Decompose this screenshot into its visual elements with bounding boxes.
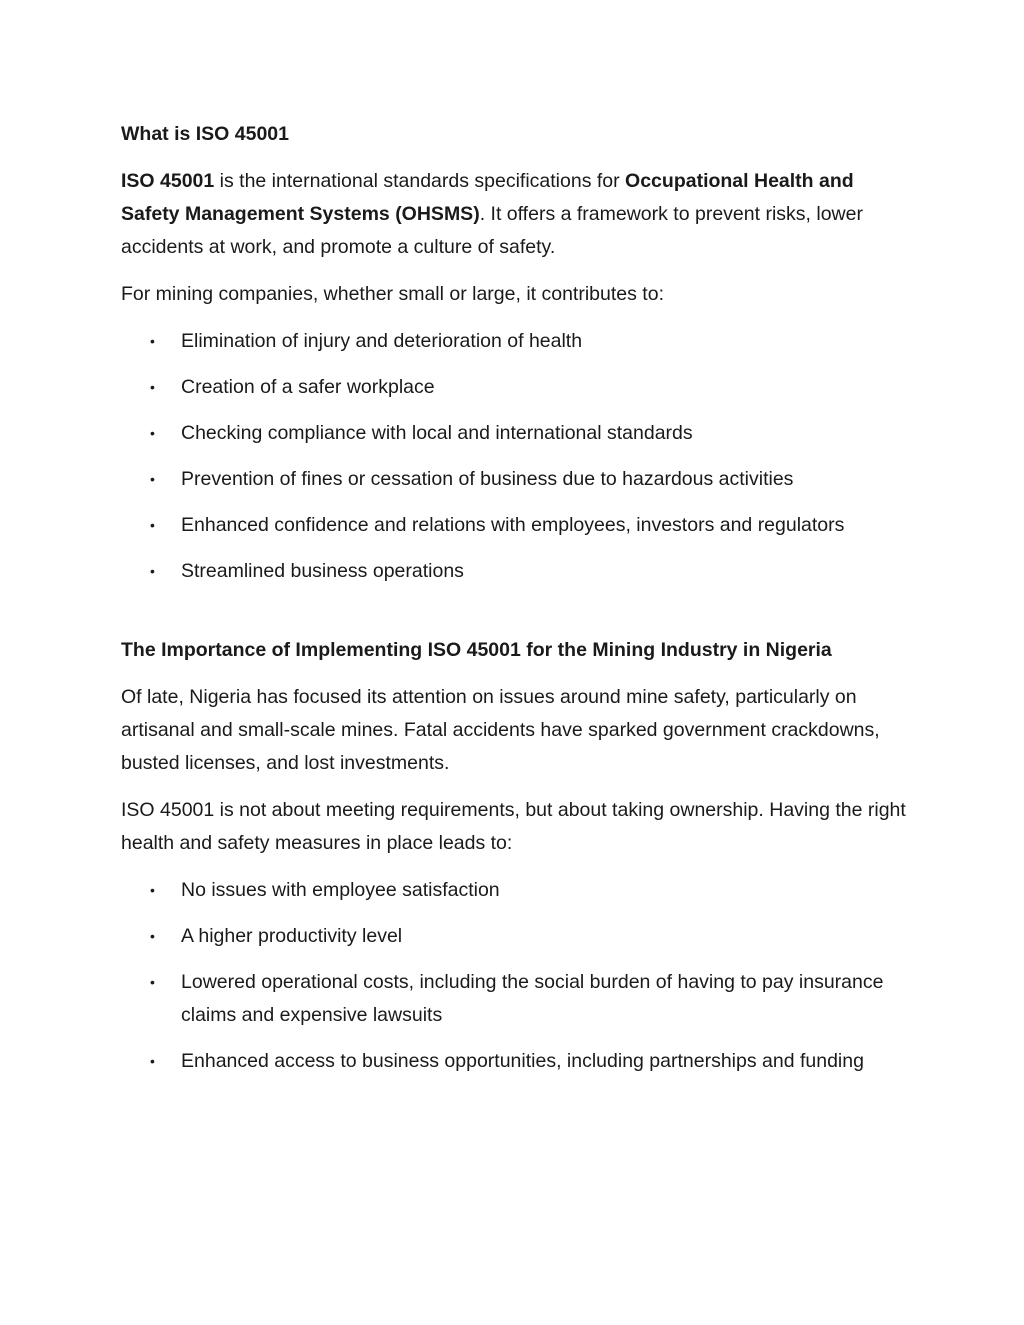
section-heading-importance: The Importance of Implementing ISO 45001 for the Mining Industry in Nigeria (121, 639, 832, 661)
list-item-text: Enhanced access to business opportunities, including partnerships and funding (181, 1050, 864, 1072)
bullet-icon: • (150, 882, 155, 898)
section-spacer (121, 602, 911, 634)
mining-lead-paragraph: For mining companies, whether small or large, it contributes to: (121, 283, 664, 305)
intro-text-1: is the international standards specifications for (214, 170, 626, 192)
list-item (121, 1045, 911, 1078)
contributions-list (121, 325, 911, 588)
list-item (121, 417, 911, 450)
benefits-list (121, 874, 911, 1078)
ownership-paragraph: ISO 45001 is not about meeting requirements, but about taking ownership. Having the right health and safety measures in place leads to: (121, 799, 906, 854)
list-item (121, 555, 911, 588)
list-item-text: No issues with employee satisfaction (181, 879, 500, 901)
list-item (121, 874, 911, 907)
list-item-text: Enhanced confidence and relations with employees, investors and regulators (181, 514, 845, 536)
list-item (121, 463, 911, 496)
list-item (121, 966, 911, 1032)
nigeria-paragraph: Of late, Nigeria has focused its attention on issues around mine safety, particularly on artisanal and small-scale mines. Fatal accidents have sparked government crackdowns, busted licenses, and lost investments. (121, 686, 880, 774)
list-item-text: Lowered operational costs, including the social burden of having to pay insurance claims and expensive lawsuits (181, 971, 884, 1026)
list-item-text: Prevention of fines or cessation of business due to hazardous activities (181, 468, 794, 490)
intro-term: ISO 45001 (121, 170, 215, 192)
list-item-text: Checking compliance with local and international standards (181, 422, 693, 444)
bullet-icon: • (150, 517, 155, 533)
bullet-icon: • (150, 563, 155, 579)
intro-paragraph (121, 165, 911, 264)
list-item-text: Streamlined business operations (181, 560, 464, 582)
bullet-icon: • (150, 974, 155, 990)
section-heading-what-is-iso: What is ISO 45001 (121, 123, 289, 145)
list-item-text: Elimination of injury and deterioration of health (181, 330, 583, 352)
bullet-icon: • (150, 471, 155, 487)
intro-bold-ohsms: Occupational Health and Safety Management Systems (OHSMS) (121, 170, 854, 225)
list-item (121, 509, 911, 542)
list-item (121, 920, 911, 953)
intro-text-2: . It offers a framework to prevent risks, lower accidents at work, and promote a culture of safety. (121, 203, 863, 258)
list-item-text: A higher productivity level (181, 925, 403, 947)
bullet-icon: • (150, 333, 155, 349)
list-item-text: Creation of a safer workplace (181, 376, 435, 398)
list-item (121, 325, 911, 358)
list-item (121, 371, 911, 404)
bullet-icon: • (150, 928, 155, 944)
bullet-icon: • (150, 1053, 155, 1069)
bullet-icon: • (150, 379, 155, 395)
document-content (121, 118, 911, 1092)
bullet-icon: • (150, 425, 155, 441)
